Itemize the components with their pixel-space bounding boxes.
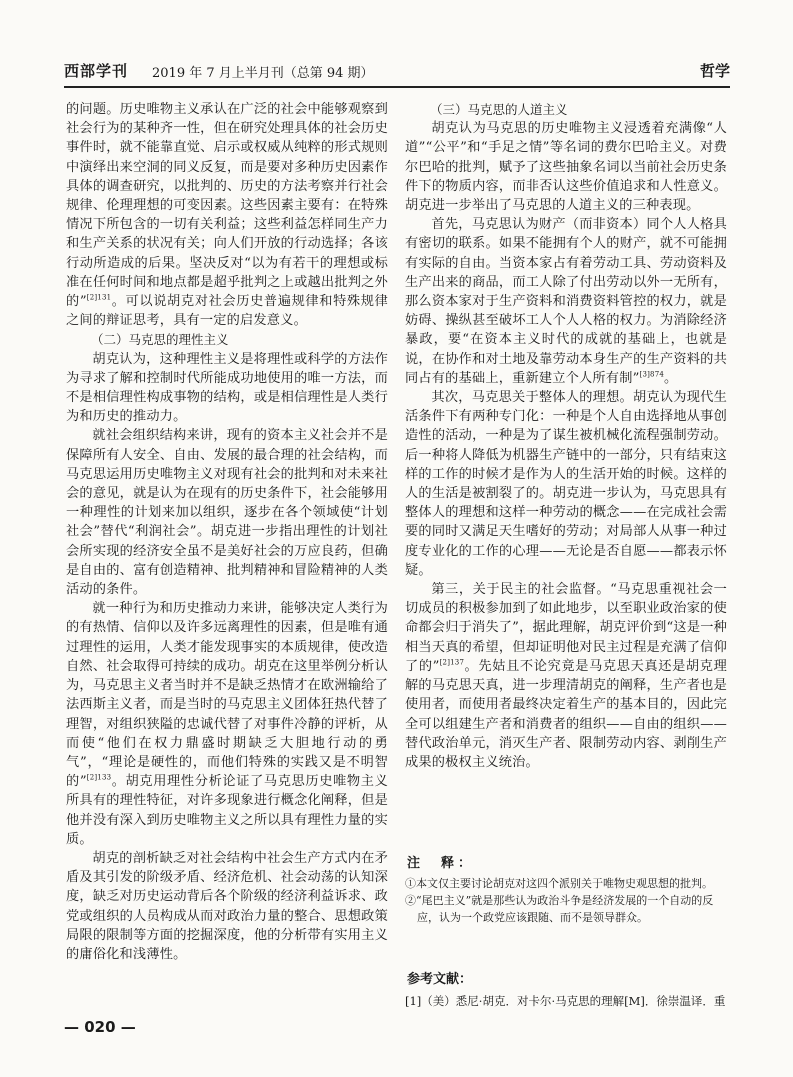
body-paragraph: [66, 849, 388, 964]
paragraph-text: 胡克认为马克思的历史唯物主义浸透着充满像“人道”“公平”和“手足之情”等名词的费尔巴哈主义。对费尔巴哈的批判，赋予了这些抽象名词以当前社会历史条件下的物质内容，而非否认这些价值追求和人性意义。胡克进一步举出了马克思的人道主义的三种表现。: [405, 121, 727, 214]
body-paragraph: [66, 426, 388, 599]
citation-marker: [2]137: [439, 658, 465, 667]
notes-heading: 注 释：: [407, 856, 476, 871]
references-heading: 参考文献：: [407, 972, 473, 987]
citation-marker: [3]874: [639, 370, 665, 379]
citation-marker: [2]131: [86, 293, 112, 302]
body-paragraph: [66, 599, 388, 849]
paragraph-text: 胡克认为，这种理性主义是将理性或科学的方法作为寻求了解和控制时代所能成功地使用的唯一方法，而不是相信理性构成事物的结构，或是相信理性是人类行为和历史的推动力。: [66, 351, 388, 425]
page-number: — 020 —: [64, 1018, 136, 1036]
paragraph-text: 其次，马克思关于整体人的理想。胡克认为现代生活条件下有两种专门化：一种是个人自由选择地从事创造性的活动，一种是为了谋生被机械化流程强制劳动。后一种将人降低为机器生产链中的一部分，只有结束这样的工作的时候才是作为人的生活开始的时候。这样的人的生活是被割裂了的。胡克进一步认为，马克思具有整体人的理想和这样一种劳动的概念——在完成社会需要的同时又满足天生嗜好的劳动；对局部人从事一种过度专业化的工作的心理——无论是否自愿——都表示怀疑。: [405, 390, 727, 578]
paragraph-text: 首先，马克思认为财产（而非资本）同个人人格具有密切的联系。如果不能拥有个人的财产，就不可能拥有实际的自由。当资本家占有着劳动工具、劳动资料及生产出来的商品，而工人除了付出劳动以外一无所有，那么资本家对于生产资料和消费资料管控的权力，就是妨碍、操纵甚至破坏工人个人人格的权力。为消除经济暴政，要“在资本主义时代的成就的基础上，也就是说，在协作和对土地及靠劳动本身生产的生产资料的共同占有的基础上，重新建立个人所有制”: [405, 217, 727, 386]
journal-name: 西部学刊: [64, 62, 129, 80]
issue-info: 2019 年 7 月上半月刊（总第 94 期）: [152, 66, 374, 81]
section-subheading: （二）马克思的理性主义: [91, 332, 229, 348]
left-column: [66, 100, 388, 964]
paragraph-text: 。先姑且不论究竟是马克思天真还是胡克理解的马克思天真，进一步理清胡克的阐释，生产者也是使用者，而使用者最终决定着生产的基本目的，因此完全可以组建生产者和消费者的组织——自由的组织——替代政治单元，消灭生产者、限制劳动内容、剥削生产成果的极权主义统治。: [405, 658, 727, 770]
note-item: ②“尾巴主义”就是那些认为政治斗争是经济发展的一个自动的反应，认为一个政党应该跟随、而不是领导群众。: [405, 894, 714, 924]
right-column: [405, 100, 727, 772]
notes-section: [405, 852, 733, 926]
body-paragraph: [66, 350, 388, 427]
references-section: [405, 968, 733, 1010]
header-rule: [64, 86, 730, 88]
paragraph-text: 胡克的剖析缺乏对社会结构中社会生产方式内在矛盾及其引发的阶级矛盾、经济危机、社会动荡的认知深度，缺乏对历史运动背后各个阶级的经济利益诉求、政党或组织的人员构成从而对政治力量的整合、思想政策局限的限制等方面的挖掘深度，他的分析带有实用主义的庸俗化和浅薄性。: [66, 850, 388, 962]
body-paragraph: [405, 388, 727, 580]
body-paragraph: [405, 215, 727, 388]
body-paragraph: [405, 580, 727, 772]
paragraph-text: 就社会组织结构来讲，现有的资本主义社会并不是保障所有人安全、自由、发展的最合理的社会结构，而马克思运用历史唯物主义对现有社会的批判和对未来社会的意见，就是认为在现有的历史条件下，社会能够用一种理性的计划来加以组织，逐步在各个领域使“计划社会”替代“利润社会”。胡克进一步指出理性的计划社会所实现的经济安全虽不是美好社会的万应良药，但确是自由的、富有创造精神、批判精神和冒险精神的人类活动的条件。: [66, 428, 388, 598]
paragraph-text: 。: [664, 370, 678, 386]
section-subheading: （三）马克思的人道主义: [430, 102, 568, 117]
paragraph-text: 就一种行为和历史推动力来讲，能够决定人类行为的有热情、信仰以及许多远离理性的因素，但是唯有通过理性的运用，人类才能发现事实的本质规律，使改造自然、社会取得可持续的成功。胡克在这里举例分析认为，马克思主义者当时并不是缺乏热情才在欧洲输给了法西斯主义者，而是当时的马克思主义团体狂热代替了理智，对组织狭隘的忠诚代替了对事件冷静的评析，从而使“他们在权力鼎盛时期缺乏大胆地行动的勇气”，“理论是硬性的，而他们特殊的实践又是不明智的”: [66, 601, 388, 790]
section-label: 哲学: [699, 62, 730, 80]
paragraph-text: 的问题。历史唯物主义承认在广泛的社会中能够观察到社会行为的某种齐一性，但在研究处理具体的社会历史事件时，就不能靠直觉、启示或权威从纯粹的形式规则中演绎出来空洞的同义反复，而是要对多种历史因素作具体的调查研究，以批判的、历史的方法考察并行社会规律、伦理理想的可变因素。这些因素主要有：在特殊情况下所包含的一切有关利益；这些利益怎样同生产力和生产关系的状况有关；向人们开放的行动选择；各该行动所造成的后果。坚决反对“以为有若干的理想或标准在任何时间和地点都是超乎批判之上或越出批判之外的”: [66, 102, 388, 310]
paragraph-text: 。胡克用理性分析论证了马克思历史唯物主义所具有的理性特征，对许多现象进行概念化阐释，但是他并没有深入到历史唯物主义之所以具有理性力量的实质。: [66, 774, 388, 847]
page-header: [64, 60, 730, 82]
paragraph-text: 。可以说胡克对社会历史普遍规律和特殊规律之间的辩证思考，具有一定的启发意义。: [66, 294, 388, 329]
reference-item: [1]（美）悉尼·胡克．对卡尔·马克思的理解[M]．徐崇温译．重: [405, 994, 726, 1008]
body-paragraph: [66, 100, 388, 330]
note-item: ①本文仅主要讨论胡克对这四个派别关于唯物史观思想的批判。: [405, 877, 713, 890]
body-paragraph: [405, 119, 727, 215]
citation-marker: [2]133: [86, 773, 112, 782]
paragraph-text: 第三，关于民主的社会监督。“马克思重视社会一切成员的积极参加到了如此地步，以至职业政治家的使命都会归于消失了”，据此理解，胡克评价到“这是一种相当天真的希望，但却证明他对民主过程是充满了信仰了的”: [405, 582, 727, 674]
